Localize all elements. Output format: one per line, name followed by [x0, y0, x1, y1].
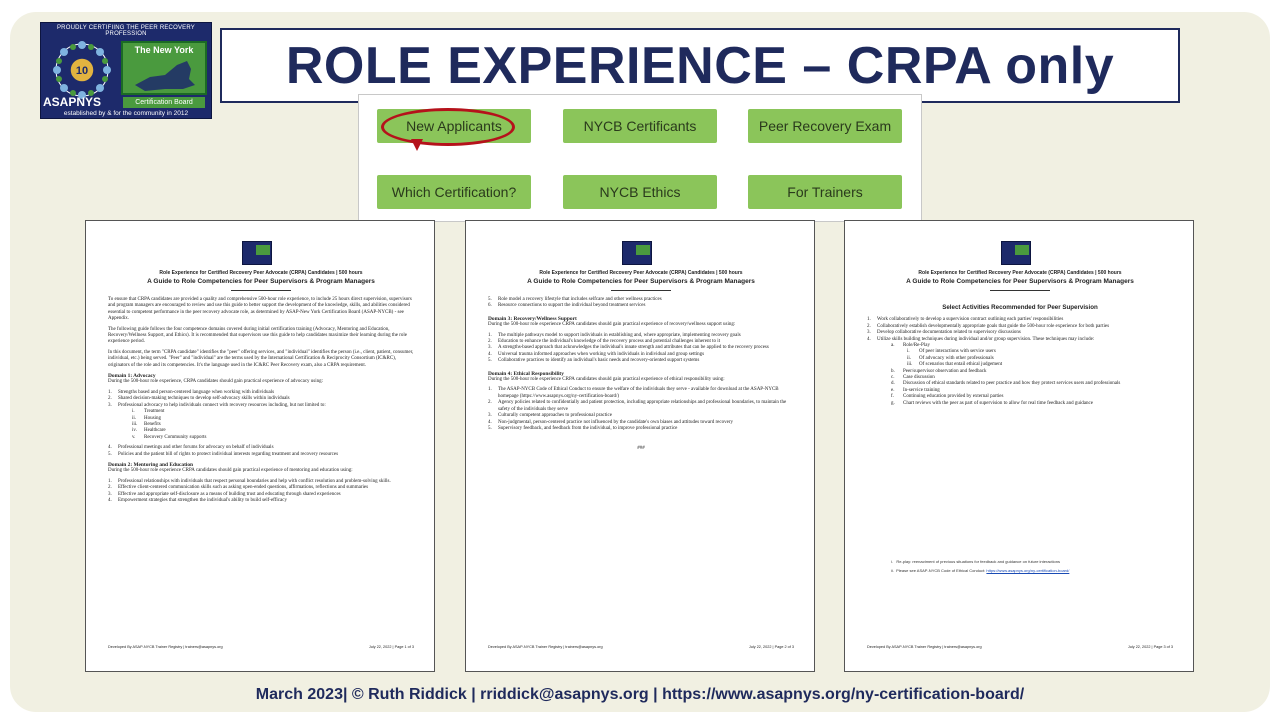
sub-list-item: b. Peer/supervisor observation and feedback	[891, 368, 987, 374]
document-page-1	[85, 220, 435, 672]
doc-logo-icon	[1001, 241, 1031, 265]
doc-header-2: A Guide to Role Competencies for Peer Supervisors & Program Managers	[147, 278, 375, 285]
doc-domain-intro: During the 500-hour role experience, CRPA candidates should gain practical experience of advocacy using:	[108, 379, 324, 385]
sub-list-item: d. Discussion of ethical standards related to peer practice and how they protect services users and professionals	[891, 381, 1121, 387]
document-page-3	[844, 220, 1194, 672]
footnote-link[interactable]: https://www.asapnys.org/ny-certification-board/	[986, 568, 1070, 573]
doc-rule	[990, 290, 1050, 291]
doc-footer-right: July 22, 2022 | Page 2 of 3	[748, 645, 794, 649]
doc-footnotes	[891, 557, 1173, 575]
doc-footer-right: July 22, 2022 | Page 3 of 3	[1127, 645, 1173, 649]
logo-ny-text: The New York	[134, 45, 194, 55]
sub-sub-list-item: i. Of peer interactions with service users	[907, 349, 996, 355]
peer-recovery-exam-button[interactable]: Peer Recovery Exam	[748, 109, 902, 143]
logo-board-text: Certification Board	[123, 97, 205, 108]
list-item: 4. Non-judgmental, person-centered practice not influenced by the candidate's own biases and attitudes toward recovery	[488, 419, 733, 425]
doc-rule	[611, 290, 671, 291]
end-mark: ###	[637, 446, 645, 452]
doc-body	[867, 297, 1173, 407]
list-item: 6. Resource connections to support the individual beyond treatment services	[488, 303, 646, 309]
list-item: 1. Strengths based and person-centered language when working with individuals	[108, 389, 275, 395]
doc-domain-intro: During the 500-hour role experience CRPA candidates should gain practical experience of ethical responsibility using:	[488, 377, 725, 383]
list-item: 5. Role model a recovery lifestyle that includes selfcare and other wellness practices	[488, 297, 662, 302]
doc-footer-left: Developed By ASAP-NYCB Trainer Registry | trainers@asapnys.org	[488, 645, 603, 649]
doc-domain-intro: During the 500-hour role experience CRPA candidates should gain practical experience of mentoring and education using:	[108, 468, 353, 474]
sub-list-item: f. Continuing education provided by external parties	[891, 394, 1004, 400]
sub-list-item: iv. Healthcare	[132, 428, 166, 434]
logo-badge-number: 10	[75, 65, 89, 77]
sub-list-item: e. In-service training	[891, 387, 940, 393]
doc-section-title: Select Activities Recommended for Peer Supervision	[942, 304, 1098, 311]
list-item: 3. Effective and appropriate self-disclosure as a means of building trust and educating through shared experiences	[108, 491, 341, 497]
list-item: 5. Policies and the patient bill of rights to protect individual interests regarding treatment and recovery resources	[108, 451, 339, 457]
logo-bottom-line: established by & for the community in 2012	[63, 110, 189, 117]
doc-header-1: Role Experience for Certified Recovery Peer Advocate (CRPA) Candidates | 500 hours	[159, 270, 363, 276]
logo-top-line: PROUDLY CERTIFIING THE PEER RECOVERY PROFESSION	[56, 25, 195, 37]
doc-body	[488, 297, 794, 453]
list-item: 5. Collaborative practices to identify an individual's basic needs and recovery-oriented support systems	[488, 358, 700, 364]
list-item: 2. Agency policies related to confidentially and patient protection, including appropriate relationships and professional boundaries, to maintain the safety of the individuals they serve	[488, 400, 787, 412]
doc-footer-right: July 22, 2022 | Page 1 of 3	[368, 645, 414, 649]
list-item: 4. Professional meetings and other forums for advocacy on behalf of individuals	[108, 445, 274, 451]
doc-header-1: Role Experience for Certified Recovery Peer Advocate (CRPA) Candidates | 500 hours	[539, 270, 743, 276]
for-trainers-button[interactable]: For Trainers	[748, 175, 902, 209]
sub-list-item: g. Chart reviews with the peer as part of supervision to allow for real time feedback and guidance	[891, 400, 1093, 406]
slide-footer: March 2023| © Ruth Riddick | rriddick@asapnys.org | https://www.asapnys.org/ny-certification-board/	[255, 686, 1025, 703]
people-circle-icon	[49, 37, 115, 103]
doc-paragraph: The following guide follows the four competence domains covered during initial certification training (Advocacy, Mentoring and Education, Recovery/Wellness Support, and Ethics). It is recommended that supervisors use this guide to help candidates maximize their learning during the role experience period.	[108, 326, 407, 345]
new-applicants-button[interactable]: New Applicants	[377, 109, 531, 143]
list-item: 1. The ASAP-NYCB Code of Ethical Conduct to ensure the welfare of the individuals they serve - available for download at the ASAP-NYCB homepage (https://www.asapnys.org/ny-certification-board/)	[488, 387, 779, 399]
doc-domain-heading: Domain 4: Ethical Responsibility	[488, 370, 564, 377]
document-page-2	[465, 220, 815, 672]
asapnys-logo	[40, 22, 212, 119]
list-item: 1. Professional relationships with individuals that respect personal boundaries and help with conflict resolution and problem-solving skills.	[108, 478, 391, 484]
doc-footer-left: Developed By ASAP-NYCB Trainer Registry | trainers@asapnys.org	[108, 645, 223, 649]
list-item: 5. Supervisory feedback, and feedback from the individual, to improve professional practice	[488, 425, 678, 431]
list-item: 1. The multiple pathways model to support individuals in establishing and, where appropriate, implementing recovery goals	[488, 332, 741, 338]
list-item: 4. Utilize skills building techniques during individual and/or group supervision. These techniques may include:	[867, 336, 1095, 342]
sub-list-item: v. Recovery Community supports	[132, 434, 207, 440]
sub-list-item: i. Treatment	[132, 409, 165, 415]
slide-title: ROLE EXPERIENCE – CRPA only	[285, 36, 1115, 95]
website-button-panel	[358, 94, 922, 222]
doc-domain-heading: Domain 2: Mentoring and Education	[108, 461, 194, 468]
doc-paragraph: In this document, the term "CRPA candidate" identifies the "peer" offering services, and "individual" identifies the person (i.e., client, patient, consumer, individual, etc.) being served. "Peer" and "individual" are the terms used by the International Certification & Reciprocity Consortium (IC&RC), originators of the role and its competencies. It's the language used in the IC&RC Peer Recovery exam, also a CRPA requirement.	[108, 349, 414, 368]
new-york-state-icon	[125, 55, 205, 95]
sub-list-item: ii. Housing	[132, 415, 161, 421]
doc-footer	[488, 645, 794, 649]
doc-footer	[867, 645, 1173, 649]
doc-body	[108, 297, 414, 504]
doc-logo-icon	[622, 241, 652, 265]
sub-list-item: a. Role/Re-Play	[891, 343, 930, 349]
doc-logo-icon	[242, 241, 272, 265]
list-item: 2. Education to enhance the individual's knowledge of the recovery process and potential challenges inherent to it	[488, 339, 721, 345]
which-certification-button[interactable]: Which Certification?	[377, 175, 531, 209]
doc-footer	[108, 645, 414, 649]
sub-list-item: c. Case discussion	[891, 375, 935, 381]
list-item: 3. Develop collaborative documentation related to supervisory discussions	[867, 330, 1021, 336]
doc-domain-heading: Domain 1: Advocacy	[108, 373, 156, 380]
list-item: 4. Universal trauma informed approaches when working with individuals in individual and group settings	[488, 351, 705, 357]
sub-sub-list-item: iii. Of scenarios that entail ethical judgement	[907, 362, 1003, 368]
list-item: 3. Culturally competent approaches to professional practice	[488, 413, 612, 419]
highlight-callout-tail	[411, 139, 423, 151]
doc-rule	[231, 290, 291, 291]
footnote: ii. Please see ASAP-NYCB Code of Ethical Conduct: https://www.asapnys.org/ny-certification-board/	[891, 568, 1070, 573]
doc-paragraph: To ensure that CRPA candidates are provided a quality and comprehensive 500-hour role experience, to include 25 hours direct supervision, supervisors and program managers are encouraged to review and use this guide to better support the development of the knowledge, skills, and abilities considered essential to competent performance in the peer recovery advocate role, as determined by ASAP-New York Certification Board (ASAP-NYCB) - see Appendix.	[108, 297, 412, 322]
sub-sub-list-item: ii. Of advocacy with other professionals	[907, 355, 994, 361]
nycb-certificants-button[interactable]: NYCB Certificants	[563, 109, 717, 143]
title-box	[220, 28, 1180, 103]
doc-header-2: A Guide to Role Competencies for Peer Supervisors & Program Managers	[527, 278, 755, 285]
nycb-ethics-button[interactable]: NYCB Ethics	[563, 175, 717, 209]
logo-ny-panel	[121, 41, 207, 95]
list-item: 4. Empowerment strategies that strengthen the individual's ability to build self-efficacy	[108, 497, 287, 503]
logo-asap-text: ASAPNYS	[43, 95, 102, 109]
doc-domain-heading: Domain 3: Recovery/Wellness Support	[488, 315, 577, 322]
sub-list-item: iii. Benefits	[132, 421, 161, 427]
list-item: 2. Effective client-centered communication skills such as asking open-ended questions, affirmations, reflections and summaries	[108, 485, 369, 491]
list-item: 2. Shared decision-making techniques to develop self-advocacy skills within individuals	[108, 396, 290, 402]
list-item: 1. Work collaboratively to develop a supervision contract outlining each parties' responsibilities	[867, 317, 1064, 323]
list-item: 3. A strengths-based approach that acknowledges the individual's innate strength and attributes that can be applied to the recovery process	[488, 345, 769, 351]
highlight-callout-oval	[381, 108, 515, 146]
footnote: i. Re-play: reenactment of previous situations for feedback and guidance on future interactions	[891, 559, 1060, 564]
doc-header-1: Role Experience for Certified Recovery Peer Advocate (CRPA) Candidates | 500 hours	[918, 270, 1122, 276]
doc-footer-left: Developed By ASAP-NYCB Trainer Registry | trainers@asapnys.org	[867, 645, 982, 649]
doc-domain-intro: During the 500-hour role experience CRPA candidates should gain practical experience of recovery/wellness support using:	[488, 322, 736, 328]
list-item: 3. Professional advocacy to help individuals connect with recovery resources including, but not limited to:	[108, 402, 326, 408]
list-item: 2. Collaboratively establish developmentally appropriate goals that guide the 500-hour role experience for both parties	[867, 323, 1110, 329]
doc-header-2: A Guide to Role Competencies for Peer Supervisors & Program Managers	[906, 278, 1134, 285]
